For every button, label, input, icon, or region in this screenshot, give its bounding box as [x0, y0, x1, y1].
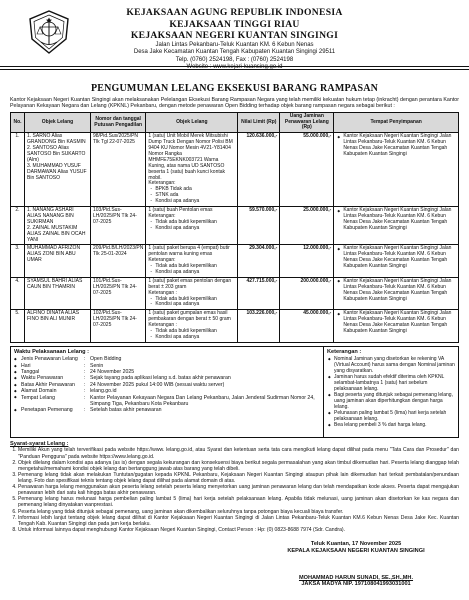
keterangan-note: ◆ Nominal Jaminan yang disetorkan ke rekening VA (Virtual Account) harus sama dengan Nominal jaminan yang disyaratkan. — [334, 356, 455, 374]
objek-ket-list — [148, 329, 235, 341]
objek-ket-label: Keterangan: — [148, 212, 176, 219]
keterangan-item: - Kondisi apa adanya — [155, 302, 235, 308]
cell-limit: 427.715.000,- — [238, 277, 280, 309]
keterangan-item: - STNK ada — [155, 193, 235, 199]
syarat-item: 2. Objek dilelang dalam kondisi apa adanya (as is) dengan segala kekurangan dan konsekuensi biaya berikut segala permasalahan yang akan timbul dikemudian hari. Peserta lelang dianggap telah mengetahui/memahami kondisi objek lelang dan bertanggung jawab atas barang yang telah dibeli. — [18, 460, 459, 472]
cell-terpidana — [25, 133, 91, 207]
terpidana-name: 2. SANTOSO Alias SANTOSO Bin SUKARTO (Alm) — [27, 145, 86, 163]
tempat-text: ◆ Kantor Kejaksaan Negeri Kuantan Singingi Jalan Lintas Pekanbaru-Teluk Kuantan KM. 6 Kebun Nenas Desa Jake Kecamatan Kuantan Tengah Kabupaten Kuantan Singingi — [343, 279, 456, 303]
cell-limit: 120.636.000,- — [238, 133, 280, 207]
tempat-list — [336, 134, 456, 158]
col-header-no: No. — [11, 112, 25, 133]
waktu-row — [14, 395, 320, 408]
tempat-list — [336, 246, 456, 270]
keterangan-item: - Tidak ada bukti kepemilikan — [155, 329, 235, 335]
address-line-2: Desa Jake Kecamatan Kuantan Tengah Kabupaten Kuantan Singingi 29511 — [133, 49, 336, 55]
cell-objek — [146, 310, 238, 342]
keterangan-item: - Tidak ada bukti kepemilikan — [155, 264, 235, 270]
waktu-value: Setelah batas akhir penawaran — [90, 407, 162, 414]
cell-putusan: 102/Pid.Sus-LH/2025/PN Tlk 24-07-2025 — [91, 310, 146, 342]
cell-jaminan: 200.000.000,- — [280, 277, 334, 309]
keterangan-note: ◆ Pelunasan paling lambat 5 (lima) hari kerja setelah pelaksanaan lelang. — [334, 410, 455, 422]
signature-name: MOHAMMAD HARUN SUNADI, SE.,SH.,MH. — [298, 574, 414, 581]
cell-no: 1. — [11, 133, 25, 207]
cell-objek — [146, 133, 238, 207]
cell-objek — [146, 277, 238, 309]
terpidana-name: 1. SARNO Alias GRANDONG Bin KASMIN — [27, 133, 86, 146]
waktu-heading: Waktu Pelaksanaan Lelang : — [14, 348, 90, 355]
signature-office: KEPALA KEJAKSAAN NEGERI KUANTAN SINGINGI — [287, 547, 425, 554]
signature-rank: JAKSA MADYA NIP. 197108041993031001 — [301, 581, 411, 588]
cell-terpidana — [25, 207, 91, 245]
syarat-item: 7. Informasi lebih lanjut tentang objek lelang dapat dilihat di Kantor Kejaksaan Negeri Kuantan Singingi di Jalan Lintas Pekanbaru-Teluk Kuantan KM.6 Kebun Nenas Desa Jake Kec. Kuantan Tengah Kab. Kuantan Singingi dan pada jam kerja berlaku. — [18, 515, 459, 527]
col-header-tempat: Tempat Penyimpanan — [334, 112, 459, 133]
syarat-heading: Syarat-syarat Lelang : — [10, 440, 69, 447]
auction-info-box — [10, 346, 459, 438]
cell-terpidana — [25, 277, 91, 309]
objek-ket-list — [148, 297, 235, 309]
tempat-list — [336, 311, 456, 335]
intro-paragraph: Kantor Kejaksaan Negeri Kuantan Singingi akan melaksanakan Pelelangan Eksekusi Barang Rampasan Negara yang telah memiliki kekuatan hukum tetap (inkracht) dengan perantara Kantor Pelayanan Kekayaan Negara dan Lelang (KPKNL) Pekanbaru, dengan metode penawaran Open Bidding terhadap objek barang rampasan negara sebagai berikut : — [10, 97, 459, 110]
objek-ket-label: Keterangan : — [148, 322, 177, 329]
keterangan-note: ◆ Bea lelang pembeli 3 % dari harga lelang. — [334, 422, 455, 428]
waktu-key: ◆ Hari — [14, 363, 84, 369]
keterangan-item: - BPKB Tidak ada — [155, 187, 235, 193]
table-row — [11, 277, 459, 309]
cell-putusan: 209/Pid.B/LH/2023/PN Tlk 25-01-2024 — [91, 245, 146, 277]
objek-ket-list — [148, 187, 235, 205]
cell-terpidana — [25, 310, 91, 342]
waktu-colon: : — [84, 381, 86, 388]
tempat-text: ◆ Kantor Kejaksaan Negeri Kuantan Singingi Jalan Lintas Pekanbaru-Teluk Kuantan KM. 6 Kebun Nenas Desa Jake Kecamatan Kuantan Tengah Kabupaten Kuantan Singingi — [343, 311, 456, 335]
waktu-key: ◆ Waktu Penawaran — [14, 375, 84, 381]
cell-jaminan: 45.000.000,- — [280, 310, 334, 342]
cell-tempat — [334, 245, 459, 277]
waktu-value: lelang.go.id — [90, 388, 117, 395]
waktu-colon: : — [84, 375, 86, 382]
waktu-value: Open Bidding — [90, 356, 122, 363]
syarat-item: 3. Pemenang lelang tidak akan melakukan Tuntutan/gugatan kepada KPKNL Pekanbaru, Kejaksaan Negeri Kuantan Singingi ataupun pihak lain dikemudian hari terkait pembatalan/penundaan lelang. Foto dan spesifikasi teknis tentang objek lelang dapat dilihat pada alamat domain di atas. — [18, 472, 459, 484]
cell-tempat — [334, 277, 459, 309]
cell-limit: 29.304.000,- — [238, 245, 280, 277]
document-title: PENGUMUMAN LELANG EKSEKUSI BARANG RAMPASAN — [90, 83, 379, 94]
waktu-colon: : — [84, 388, 86, 395]
waktu-value: Kantor Pelayanan Kekayaan Negara Dan Lelang Pekanbaru, Jalan Jenderal Sudirman Nomor 24, Simpang Tiga, Pekanbaru Kota Pekanbaru — [90, 394, 315, 407]
cell-objek — [146, 207, 238, 245]
header-rule-thick — [0, 66, 469, 67]
waktu-key: ◆ Jenis Penawaran Lelang — [14, 356, 84, 362]
syarat-item: 4. Penawaran harga lelang menggunakan akun peserta lelang setelah peserta lelang menyetorkan uang jaminan penawaran lelang dan telah mendapatkan kode akses. Peserta dapat mengajukan penawaran lebih dari satu kali hingga batas akhir penawaran. — [18, 484, 459, 496]
waktu-colon: : — [84, 369, 86, 376]
website-line: Website : www.kejari-kuansing.go.id — [186, 64, 283, 70]
keterangan-heading: Keterangan : — [327, 348, 362, 355]
signature-space — [261, 555, 451, 575]
waktu-colon: : — [84, 362, 86, 369]
terpidana-name: MUHAMMAD AFRIZON ALIAS ZONI BIN ABU UMAR — [27, 245, 81, 264]
keterangan-note: ◆ Bagi peserta yang ditunjuk sebagai pemenang lelang, uang jaminan akan diperhitungkan dengan harga lelang. — [334, 392, 455, 410]
keterangan-item: - Tidak ada bukti kepemilikan — [155, 297, 235, 303]
waktu-colon: : — [84, 356, 86, 363]
cell-no: 2. — [11, 207, 25, 245]
col-header-limit: Nilai Limit (Rp) — [238, 112, 280, 133]
syarat-item: 5. Pemenang lelang harus melunasi harga pembelian paling lambat 5 (lima) hari kerja setelah pelaksanaan lelang. Apabila tidak melunasi, uang jaminan akan disetorkan ke kas negara dan pemenang lelang dinyatakan wanprestasi. — [18, 496, 459, 508]
org-line-3: KEJAKSAAN NEGERI KUANTAN SINGINGI — [130, 30, 339, 41]
cell-no: 5. — [11, 310, 25, 342]
letterhead — [10, 7, 459, 71]
keterangan-section — [324, 347, 458, 437]
cell-limit: 103.226.000,- — [238, 310, 280, 342]
address-line-1: Jalan Lintas Pekanbaru-Teluk Kuantan KM. 6 Kebun Nenas — [155, 41, 314, 48]
keterangan-note: ◆ Jaminan harus sudah efektif diterima oleh KPKNL selambat-lambatnya 1 (satu) hari sebelum pelaksanaan lelang. — [334, 374, 455, 392]
waktu-key: ◆ Alamat Domain — [14, 388, 84, 394]
objek-ket-label: Keterangan: — [148, 180, 176, 187]
waktu-key: ◆ Tempat Lelang — [14, 395, 84, 408]
waktu-key: ◆ Penetapan Pemenang — [14, 407, 84, 413]
keterangan-item: - Kondisi apa adanya — [155, 335, 235, 341]
waktu-key: ◆ Tanggal — [14, 369, 84, 375]
table-row — [11, 245, 459, 277]
col-header-objek: Objek Lelang — [146, 112, 238, 133]
header-rule-thin — [0, 69, 469, 70]
terpidana-name: 1. NANANG ASHARI ALIAS NANANG BIN SUKIRMAN — [27, 207, 74, 225]
waktu-colon: : — [84, 394, 86, 401]
waktu-row — [14, 407, 320, 413]
contact-line: Telp. (0760) 2524198, Fax : (0760) 2524198 — [175, 56, 294, 63]
tempat-text: ◆ Kantor Kejaksaan Negeri Kuantan Singingi Jalan Lintas Pekanbaru-Teluk Kuantan KM. 6 Kebun Nenas Desa Jake Kecamatan Kuantan Tengah Kabupaten Kuantan Singingi — [343, 134, 456, 158]
waktu-value: Senin — [90, 362, 104, 369]
cell-limit: 59.570.000,- — [238, 207, 280, 245]
objek-ket-list — [148, 220, 235, 232]
cell-tempat — [334, 207, 459, 245]
keterangan-list — [327, 356, 455, 428]
objek-ket-list — [148, 264, 235, 276]
cell-putusan: 103/Pid.Sus-LH/2025/PN Tlk 24-07-2025 — [91, 207, 146, 245]
col-header-jaminan: Uang Jaminan Penawaran Lelang (Rp) — [280, 112, 334, 133]
col-header-putusan: Nomor dan tanggal Putusan Pengadilan — [91, 112, 146, 133]
cell-jaminan: 12.000.000,- — [280, 245, 334, 277]
cell-no: 3. — [11, 245, 25, 277]
keterangan-item: - Kondisi apa adanya — [155, 226, 235, 232]
syarat-item: 1. Memiliki Akun yang telah terverifikasi pada website https://www. lelang.go.id, atau Syarat dan ketentuan serta tata cara mengikuti lelang dapat dilihat pada menu "Tata Cara dan Prosedur" dan "Panduan Pengguna" pada website https://www.lelang.go.id. — [18, 447, 459, 459]
terpidana-name: ALFINO DINATA ALIAS FINO BIN ALI MUNIR — [27, 310, 80, 323]
tempat-text: ◆ Kantor Kejaksaan Negeri Kuantan Singingi Jalan Lintas Pekanbaru-Teluk Kuantan KM. 6 Kebun Nenas Desa Jake Kecamatan Kuantan Tengah Kabupaten Kuantan Singingi — [343, 208, 456, 232]
cell-jaminan: 55.000.000,- — [280, 133, 334, 207]
cell-putusan: 101/Pid.Sus-LH/2025/PN Tlk 24-07-2025 — [91, 277, 146, 309]
col-header-terpidana: Objek Lelang — [25, 112, 91, 133]
cell-tempat — [334, 310, 459, 342]
table-row — [11, 133, 459, 207]
waktu-value: 24 November 2025 — [90, 369, 135, 376]
cell-tempat — [334, 133, 459, 207]
tempat-list — [336, 279, 456, 303]
cell-putusan: 98/Pid.Sus/2025/PN Tlk Tgl 22-07-2025 — [91, 133, 146, 207]
terpidana-name: 3. MUHAMMAD YUSUF DARMAWAN Alias YUSUF Bin SANTOSO — [27, 162, 87, 181]
waktu-colon: : — [84, 407, 86, 414]
table-row — [11, 310, 459, 342]
objek-desc: 1 (satu) paket emas pentolan dengan berat ± 203 gram — [148, 277, 232, 290]
waktu-value: Sejak tayang pada aplikasi lelang s.d. batas akhir penawaran — [90, 375, 231, 382]
waktu-value: 24 November 2025 pukul 14:00 WIB (sesuai waktu server) — [90, 381, 225, 388]
objek-desc: 1 (satu) paket berupa 4 (empat) butir pentolan warna kuning emas — [148, 245, 230, 258]
syarat-section — [10, 441, 459, 533]
keterangan-item: - Kondisi apa adanya — [155, 199, 235, 205]
cell-objek — [146, 245, 238, 277]
table-row — [11, 207, 459, 245]
signature-place-date: Teluk Kuantan, 17 November 2025 — [310, 541, 402, 548]
tempat-list — [336, 208, 456, 232]
objek-ket-label: Keterangan: — [148, 257, 176, 264]
table-body — [11, 133, 459, 342]
org-line-1: KEJAKSAAN AGUNG REPUBLIK INDONESIA — [126, 7, 343, 18]
waktu-section — [11, 347, 324, 437]
syarat-item: 6. Peserta lelang yang tidak ditunjuk sebagai pemenang, uang jaminan akan dikembalikan seluruhnya tanpa potongan biaya kecuali biaya transfer. — [18, 509, 459, 515]
syarat-item: 8. Untuk informasi lainnya dapat menghubungi Kantor Kejaksaan Negeri Kuantan Singingi, Contact Person : Hp: (0) 0823-8688 7974 (Sdr. Candra). — [18, 527, 459, 533]
waktu-rows — [14, 356, 320, 413]
tempat-text: ◆ Kantor Kejaksaan Negeri Kuantan Singingi Jalan Lintas Pekanbaru-Teluk Kuantan KM. 6 Kebun Nenas Desa Jake Kecamatan Kuantan Tengah Kabupaten Kuantan Singingi — [343, 246, 456, 270]
keterangan-item: - Kondisi apa adanya — [155, 270, 235, 276]
cell-jaminan: 25.000.000,- — [280, 207, 334, 245]
objek-ket-label: Keterangan : — [148, 289, 177, 296]
org-line-2: KEJAKSAAN TINGGI RIAU — [169, 18, 300, 30]
terpidana-name: SYAMSUL BAHRI ALIAS CAUN BIN THAMRIN — [27, 277, 83, 290]
objek-desc: 1 (satu) Unit Mobil Merek Mitsubishi Dump Truck Dengan Nomor Polisi BM 9404 KU Nomor Mesin 4V21-Y81404 Nomor Rangka MHMFE75EKNK003721 Warna Kuning, atas nama UD SANTOSO beserta 1 (satu) buah kunci kontak mobil. — [148, 133, 233, 181]
kejaksaan-emblem-icon — [26, 9, 72, 55]
waktu-key: ◆ Batas Akhir Penawaran — [14, 382, 84, 388]
terpidana-name: 2. ZAINAL MUSTAKIM ALIAS ZAINAL BIN OCAH YANI — [27, 224, 86, 243]
cell-no: 4. — [11, 277, 25, 309]
objek-desc: 1 (satu) paket gumpalan emas hasil pembakaran dengan berat ± 50 gram — [148, 310, 231, 323]
auction-lots-table — [10, 112, 459, 343]
syarat-list — [10, 447, 459, 533]
table-header-row — [11, 112, 459, 133]
keterangan-item: - Tidak ada bukti kepemilikan — [155, 220, 235, 226]
objek-desc: 1 (satu) buah Pentolan emas — [148, 207, 213, 214]
signature-block — [261, 541, 451, 588]
cell-terpidana — [25, 245, 91, 277]
